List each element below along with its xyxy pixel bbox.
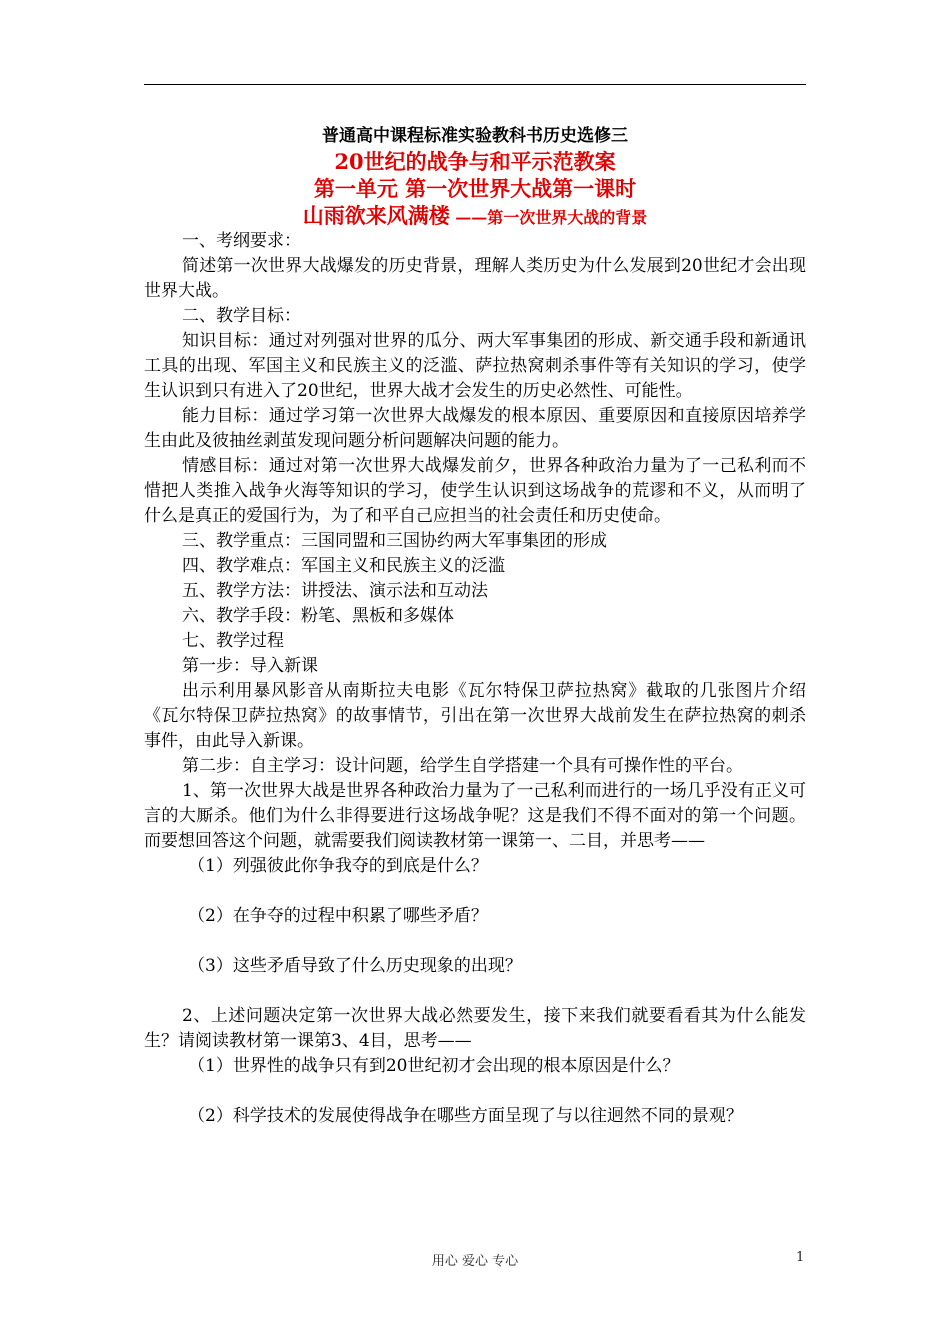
page-number: 1	[796, 1250, 805, 1265]
step-1-body: 出示利用暴风影音从南斯拉夫电影《瓦尔特保卫萨拉热窝》截取的几张图片介绍《瓦尔特保卫萨拉热窝》的故事情节，引出在第一次世界大战前发生在萨拉热窝的刺杀事件，由此导入新课。	[144, 681, 806, 751]
item-2-question-1: （1）世界性的战争只有到20世纪初才会出现的根本原因是什么？	[188, 1056, 680, 1076]
item-1-question-3: （3）这些矛盾导致了什么历史现象的出现？	[188, 956, 522, 976]
unit-title: 第一单元 第一次世界大战第一课时	[313, 176, 637, 201]
section-6: 六、教学手段：粉笔、黑板和多媒体	[182, 606, 454, 626]
step-2-title: 第二步：自主学习：设计问题，给学生自学搭建一个具有可操作性的平台。	[182, 756, 743, 776]
section-2-title: 二、教学目标：	[182, 306, 301, 326]
emotion-objective: 情感目标：通过对第一次世界大战爆发前夕，世界各种政治力量为了一己私利而不惜把人类推入战争火海等知识的学习，使学生认识到这场战争的荒谬和不义，从而明了什么是真正的爱国行为，为了和平自己应担当的社会责任和历史使命。	[144, 456, 806, 526]
knowledge-objective: 知识目标：通过对列强对世界的瓜分、两大军事集团的形成、新交通手段和新通讯工具的出现、军国主义和民族主义的泛滥、萨拉热窝刺杀事件等有关知识的学习，使学生认识到只有进入了20世纪，世界大战才会发生的历史必然性、可能性。	[144, 331, 806, 401]
item-1-question-2: （2）在争夺的过程中积累了哪些矛盾？	[188, 906, 488, 926]
lesson-title-main: 山雨欲来风满楼	[302, 203, 450, 228]
section-1-body: 简述第一次世界大战爆发的历史背景，理解人类历史为什么发展到20世纪才会出现世界大战。	[144, 256, 806, 301]
section-1-title: 一、考纲要求：	[182, 231, 301, 251]
lesson-title	[144, 202, 806, 229]
ability-objective: 能力目标：通过学习第一次世界大战爆发的根本原因、重要原因和直接原因培养学生由此及彼抽丝剥茧发现问题分析问题解决问题的能力。	[144, 406, 806, 451]
item-1: 1、第一次世界大战是世界各种政治力量为了一己私利而进行的一场几乎没有正义可言的大厮杀。他们为什么非得要进行这场战争呢？这是我们不得不面对的第一个问题。而要想回答这个问题，就需要我们阅读教材第一课第一、二目，并思考——	[144, 781, 806, 851]
item-1-question-1: （1）列强彼此你争我夺的到底是什么？	[188, 856, 488, 876]
lesson-subtitle: ——第一次世界大战的背景	[449, 208, 648, 227]
step-1-title: 第一步：导入新课	[182, 656, 318, 676]
footer-motto: 用心 爱心 专心	[431, 1254, 519, 1269]
item-2-question-2: （2）科学技术的发展使得战争在哪些方面呈现了与以往迥然不同的景观？	[188, 1106, 743, 1126]
section-3: 三、教学重点：三国同盟和三国协约两大军事集团的形成	[182, 531, 607, 551]
textbook-title: 普通高中课程标准实验教科书历史选修三	[322, 126, 628, 146]
item-2: 2、上述问题决定第一次世界大战必然要发生，接下来我们就要看看其为什么能发生？请阅读教材第一课第3、4目，思考——	[144, 1006, 806, 1051]
section-4: 四、教学难点：军国主义和民族主义的泛滥	[182, 556, 505, 576]
document-body	[144, 124, 806, 1129]
section-7: 七、教学过程	[182, 631, 284, 651]
header-rule	[144, 84, 806, 85]
lesson-plan-title: 20世纪的战争与和平示范教案	[334, 149, 616, 174]
section-5: 五、教学方法：讲授法、演示法和互动法	[182, 581, 488, 601]
